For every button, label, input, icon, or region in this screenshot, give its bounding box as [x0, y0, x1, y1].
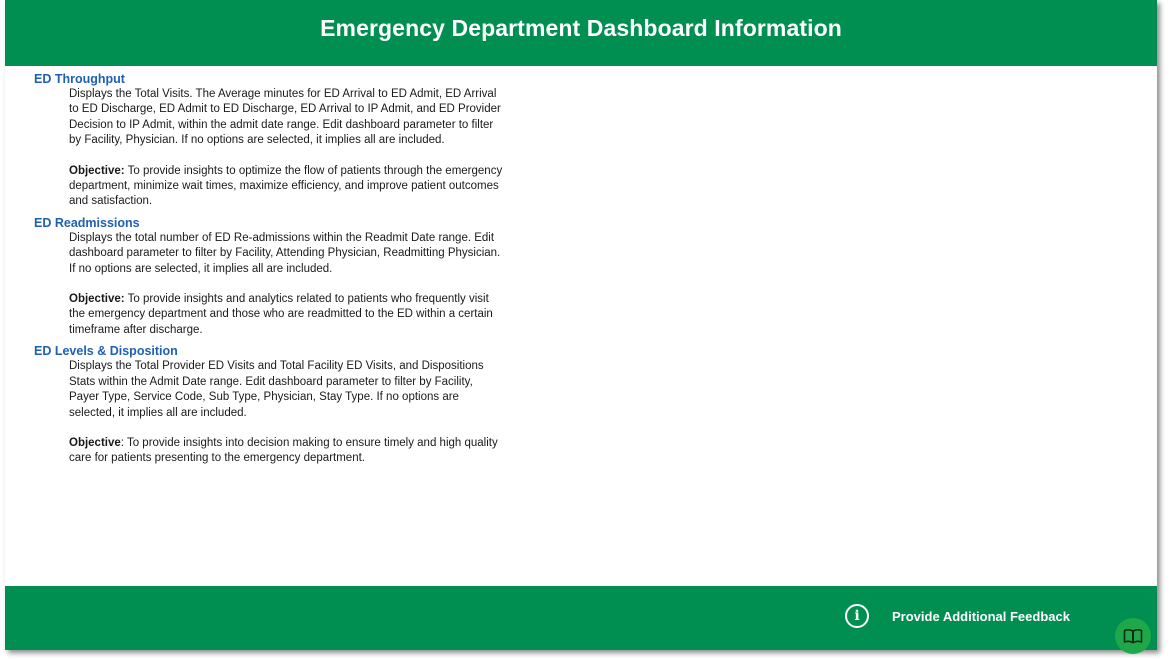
section-ed-throughput [34, 72, 504, 210]
objective-label: Objective: [69, 164, 125, 177]
provide-feedback-link[interactable] [845, 604, 1070, 628]
section-ed-readmissions [34, 216, 504, 338]
dashboard-info-panel [5, 0, 1157, 650]
objective-text: To provide insights to optimize the flow of patients through the emergency department, minimize wait times, maximize efficiency, and improve patient outcomes and satisfaction. [69, 164, 503, 208]
page-title: Emergency Department Dashboard Information [320, 14, 842, 41]
section-title: ED Throughput [34, 72, 125, 86]
section-body [69, 359, 504, 466]
section-title: ED Readmissions [34, 215, 140, 230]
section-description: Displays the Total Provider ED Visits and Total Facility ED Visits, and Dispositions Stats within the Admit Date range. Edit dashboard parameter to filter by Facility, Payer Type, Service Code, Sub Type, Physician, Stay Type. If no options are selected, it implies all are included. [69, 360, 484, 419]
info-icon: i [845, 604, 869, 628]
objective-label: Objective: [69, 293, 125, 306]
section-body [69, 87, 504, 210]
section-objective [69, 436, 504, 467]
section-description: Displays the total number of ED Re-admissions within the Readmit Date range. Edit dashboard parameter to filter by Facility, Attending Physician, Readmitting Physician. If no options are selected, it implies all are included. [69, 231, 501, 275]
section-title: ED Levels & Disposition [34, 344, 178, 359]
objective-text: : To provide insights into decision making to ensure timely and high quality care for patients presenting to the emergency department. [69, 436, 498, 465]
section-ed-levels-disposition [34, 344, 504, 466]
book-button[interactable] [1115, 618, 1151, 654]
book-icon [1123, 628, 1143, 644]
section-description: Displays the Total Visits. The Average minutes for ED Arrival to ED Admit, ED Arrival to ED Discharge, ED Admit to ED Discharge, ED Arrival to IP Admit, and ED Provider Decision to IP Admit, within the admit date range. Edit dashboard parameter to filter by Facility, Physician. If no options are selected, it implies all are included. [69, 88, 501, 147]
section-objective [69, 292, 504, 338]
feedback-label: Provide Additional Feedback [892, 608, 1070, 624]
section-body [69, 231, 504, 338]
section-objective [69, 164, 504, 210]
footer-bar [5, 586, 1157, 650]
objective-text: To provide insights and analytics related to patients who frequently visit the emergency department and those who are readmitted to the ED within a certain timeframe after discharge. [69, 293, 493, 336]
header-bar [5, 0, 1157, 66]
content-area [34, 72, 504, 473]
objective-label: Objective [69, 436, 121, 449]
